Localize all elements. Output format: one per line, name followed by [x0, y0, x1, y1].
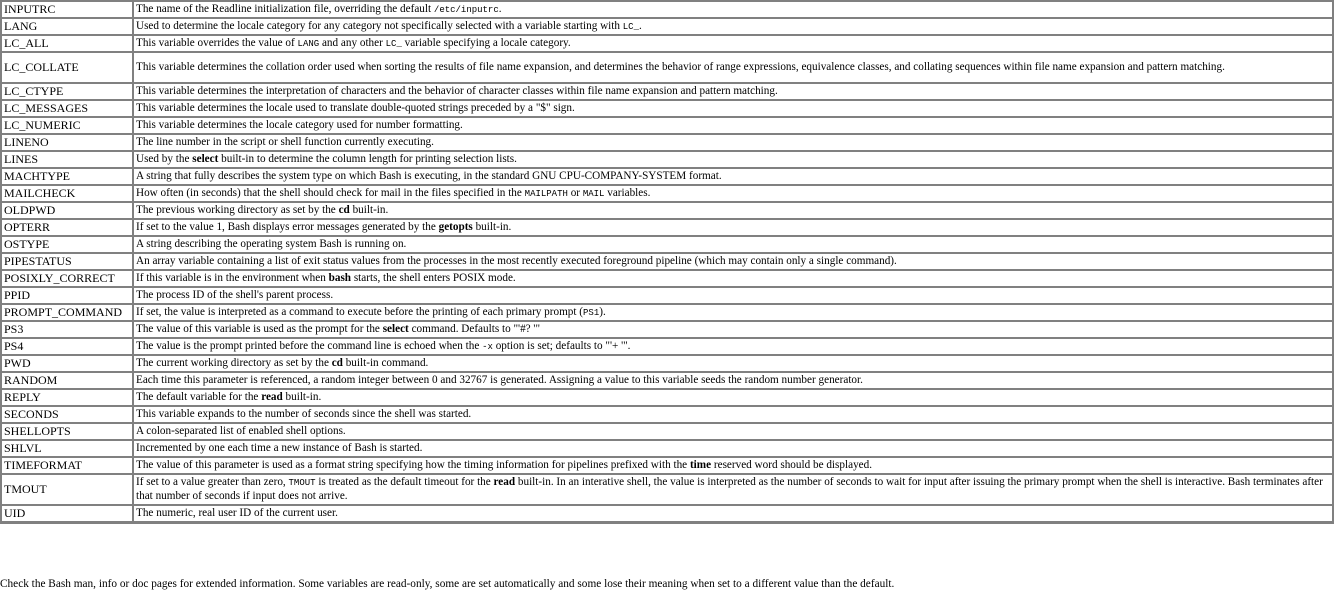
table-row: [1, 372, 1333, 389]
variable-description: [133, 151, 1333, 168]
description-text: This variable determines the locale used to translate double-quoted strings preceded by a "$" sign.: [136, 102, 575, 114]
variable-name: UID: [1, 505, 133, 522]
table-row: [1, 304, 1333, 321]
variable-name: OSTYPE: [1, 236, 133, 253]
inline-code: MAIL: [582, 188, 605, 199]
table-row: [1, 338, 1333, 355]
table-row: [1, 117, 1333, 134]
variable-name: PROMPT_COMMAND: [1, 304, 133, 321]
variable-description: [133, 270, 1333, 287]
variable-name: MAILCHECK: [1, 185, 133, 202]
table-row: [1, 406, 1333, 423]
variable-name: LANG: [1, 18, 133, 35]
variable-description: [133, 474, 1333, 505]
variable-description: [133, 52, 1333, 83]
variable-name: INPUTRC: [1, 1, 133, 18]
variable-name: OPTERR: [1, 219, 133, 236]
variable-name: LC_CTYPE: [1, 83, 133, 100]
table-row: [1, 253, 1333, 270]
variable-name: TIMEFORMAT: [1, 457, 133, 474]
table-row: [1, 270, 1333, 287]
variable-description: [133, 134, 1333, 151]
table-row: [1, 440, 1333, 457]
table-row: [1, 219, 1333, 236]
variable-name: PS4: [1, 338, 133, 355]
bold-term: read: [493, 476, 516, 488]
bold-term: cd: [338, 204, 350, 216]
variable-description: [133, 355, 1333, 372]
variable-name: LC_NUMERIC: [1, 117, 133, 134]
variable-name: POSIXLY_CORRECT: [1, 270, 133, 287]
table-row: [1, 236, 1333, 253]
description-text: How often (in seconds) that the shell should check for mail in the files specified in the: [136, 186, 525, 199]
variable-description: [133, 440, 1333, 457]
variable-name: LINENO: [1, 134, 133, 151]
description-text: built-in.: [349, 204, 389, 216]
description-text: variable specifying a locale category.: [401, 36, 571, 49]
variable-name: PPID: [1, 287, 133, 304]
description-text: option is set; defaults to "'+ '".: [492, 339, 631, 352]
table-row: [1, 100, 1333, 117]
description-text: A string describing the operating system Bash is running on.: [136, 238, 407, 250]
bold-term: read: [261, 391, 283, 403]
variable-description: [133, 1, 1333, 18]
variable-name: REPLY: [1, 389, 133, 406]
description-text: The line number in the script or shell function currently executing.: [136, 136, 434, 148]
description-text: The name of the Readline initialization file, overriding the default: [136, 2, 434, 15]
bold-term: cd: [331, 357, 343, 369]
variable-name: LC_ALL: [1, 35, 133, 52]
variable-description: [133, 423, 1333, 440]
description-text: This variable expands to the number of seconds since the shell was started.: [136, 408, 472, 420]
variable-name: SHLVL: [1, 440, 133, 457]
description-text: If set, the value is interpreted as a command to execute before the printing of each primary prompt (: [136, 305, 584, 318]
table-row: [1, 18, 1333, 35]
variable-description: [133, 117, 1333, 134]
description-text: This variable determines the locale category used for number formatting.: [136, 119, 463, 131]
description-text: built-in. In an interative shell, the value is interpreted as the number of seconds to wait for input after issuing the primary prompt when the shell is interactive. Bash terminates after that number of seconds if input does not arrive.: [136, 476, 1323, 502]
inline-code: TMOUT: [288, 478, 316, 488]
variable-description: [133, 372, 1333, 389]
description-text: The previous working directory as set by the: [136, 204, 339, 216]
variable-description: [133, 505, 1333, 522]
variable-name: LC_MESSAGES: [1, 100, 133, 117]
description-text: reserved word should be displayed.: [711, 459, 873, 471]
description-text: ).: [599, 305, 606, 318]
variable-description: [133, 321, 1333, 338]
table-row: [1, 474, 1333, 505]
table-row: [1, 457, 1333, 474]
description-text: or: [567, 186, 583, 199]
variable-description: [133, 202, 1333, 219]
variable-name: PS3: [1, 321, 133, 338]
description-text: starts, the shell enters POSIX mode.: [351, 272, 516, 284]
variable-name: RANDOM: [1, 372, 133, 389]
table-row: [1, 1, 1333, 18]
description-text: Incremented by one each time a new instance of Bash is started.: [136, 442, 423, 454]
table-row: [1, 35, 1333, 52]
variable-name: SECONDS: [1, 406, 133, 423]
variable-name: LC_COLLATE: [1, 52, 133, 83]
description-text: The value is the prompt printed before the command line is echoed when the: [136, 339, 483, 352]
description-text: built-in to determine the column length for printing selection lists.: [218, 153, 517, 165]
variable-description: [133, 304, 1333, 321]
table-row: [1, 168, 1333, 185]
table-row: [1, 389, 1333, 406]
variable-description: [133, 338, 1333, 355]
variable-name: TMOUT: [1, 474, 133, 505]
description-text: Used to determine the locale category for any category not specifically selected with a variable starting with: [136, 19, 623, 32]
description-text: This variable determines the collation order used when sorting the results of file name expansion, and determines the behavior of range expressions, equivalence classes, and collating sequences within file name expansion and pattern matching.: [136, 61, 1225, 73]
table-row: [1, 505, 1333, 522]
description-text: built-in command.: [342, 357, 429, 369]
inline-code: LC_: [385, 38, 402, 49]
table-row: [1, 287, 1333, 304]
table-row: [1, 151, 1333, 168]
table-row: [1, 202, 1333, 219]
variable-description: [133, 457, 1333, 474]
description-text: .: [638, 19, 642, 32]
variable-description: [133, 185, 1333, 202]
inline-code: LC_: [622, 21, 639, 32]
variable-description: [133, 287, 1333, 304]
description-text: The current working directory as set by the: [136, 357, 332, 369]
variable-name: OLDPWD: [1, 202, 133, 219]
inline-code: MAILPATH: [524, 188, 568, 199]
description-text: is treated as the default timeout for the: [315, 476, 494, 488]
table-row: [1, 355, 1333, 372]
description-text: Each time this parameter is referenced, a random integer between 0 and 32767 is generated. Assigning a value to this variable seeds the random number generator.: [136, 374, 863, 386]
variable-description: [133, 406, 1333, 423]
bold-term: select: [382, 323, 409, 335]
bold-term: getopts: [438, 221, 473, 233]
variable-name: PIPESTATUS: [1, 253, 133, 270]
footnote: Check the Bash man, info or doc pages for extended information. Some variables are read-only, some are set automatically and some lose their meaning when set to a different value than the default.: [0, 578, 895, 591]
table-row: [1, 423, 1333, 440]
variable-description: [133, 83, 1333, 100]
variable-description: [133, 18, 1333, 35]
description-text: The process ID of the shell's parent process.: [136, 289, 334, 301]
description-text: If this variable is in the environment when: [136, 272, 329, 284]
variable-name: LINES: [1, 151, 133, 168]
inline-code: -x: [482, 341, 493, 352]
bold-term: bash: [328, 272, 352, 284]
description-text: built-in.: [282, 391, 322, 403]
description-text: A string that fully describes the system type on which Bash is executing, in the standard GNU CPU-COMPANY-SYSTEM format.: [136, 170, 722, 182]
variable-description: [133, 389, 1333, 406]
variables-table-body: [1, 1, 1333, 522]
description-text: If set to a value greater than zero,: [136, 476, 289, 488]
bold-term: time: [689, 459, 712, 471]
description-text: built-in.: [472, 221, 512, 233]
table-row: [1, 134, 1333, 151]
inline-code: PS1: [583, 307, 600, 318]
variable-description: [133, 35, 1333, 52]
table-row: [1, 83, 1333, 100]
inline-code: LANG: [297, 38, 320, 49]
description-text: An array variable containing a list of exit status values from the processes in the most recently executed foreground pipeline (which may contain only a single command).: [136, 255, 897, 267]
table-row: [1, 185, 1333, 202]
variable-name: SHELLOPTS: [1, 423, 133, 440]
table-row: [1, 321, 1333, 338]
variable-description: [133, 219, 1333, 236]
variable-name: PWD: [1, 355, 133, 372]
variable-description: [133, 168, 1333, 185]
description-text: This variable overrides the value of: [136, 36, 298, 49]
variable-name: MACHTYPE: [1, 168, 133, 185]
inline-code: /etc/inputrc: [433, 4, 499, 15]
description-text: A colon-separated list of enabled shell options.: [136, 425, 346, 437]
description-text: The value of this parameter is used as a format string specifying how the timing information for pipelines prefixed with the: [136, 459, 690, 471]
variable-description: [133, 100, 1333, 117]
variable-description: [133, 253, 1333, 270]
description-text: .: [498, 2, 502, 15]
bold-term: select: [192, 153, 219, 165]
description-text: variables.: [604, 186, 651, 199]
description-text: If set to the value 1, Bash displays error messages generated by the: [136, 221, 439, 233]
table-row: [1, 52, 1333, 83]
description-text: command. Defaults to "'#? '": [408, 323, 541, 335]
description-text: The value of this variable is used as the prompt for the: [136, 323, 383, 335]
description-text: Used by the: [136, 153, 193, 165]
description-text: and any other: [319, 36, 386, 49]
description-text: The numeric, real user ID of the current user.: [136, 507, 338, 519]
description-text: This variable determines the interpretation of characters and the behavior of character classes within file name expansion and pattern matching.: [136, 85, 778, 97]
variable-description: [133, 236, 1333, 253]
description-text: The default variable for the: [136, 391, 262, 403]
